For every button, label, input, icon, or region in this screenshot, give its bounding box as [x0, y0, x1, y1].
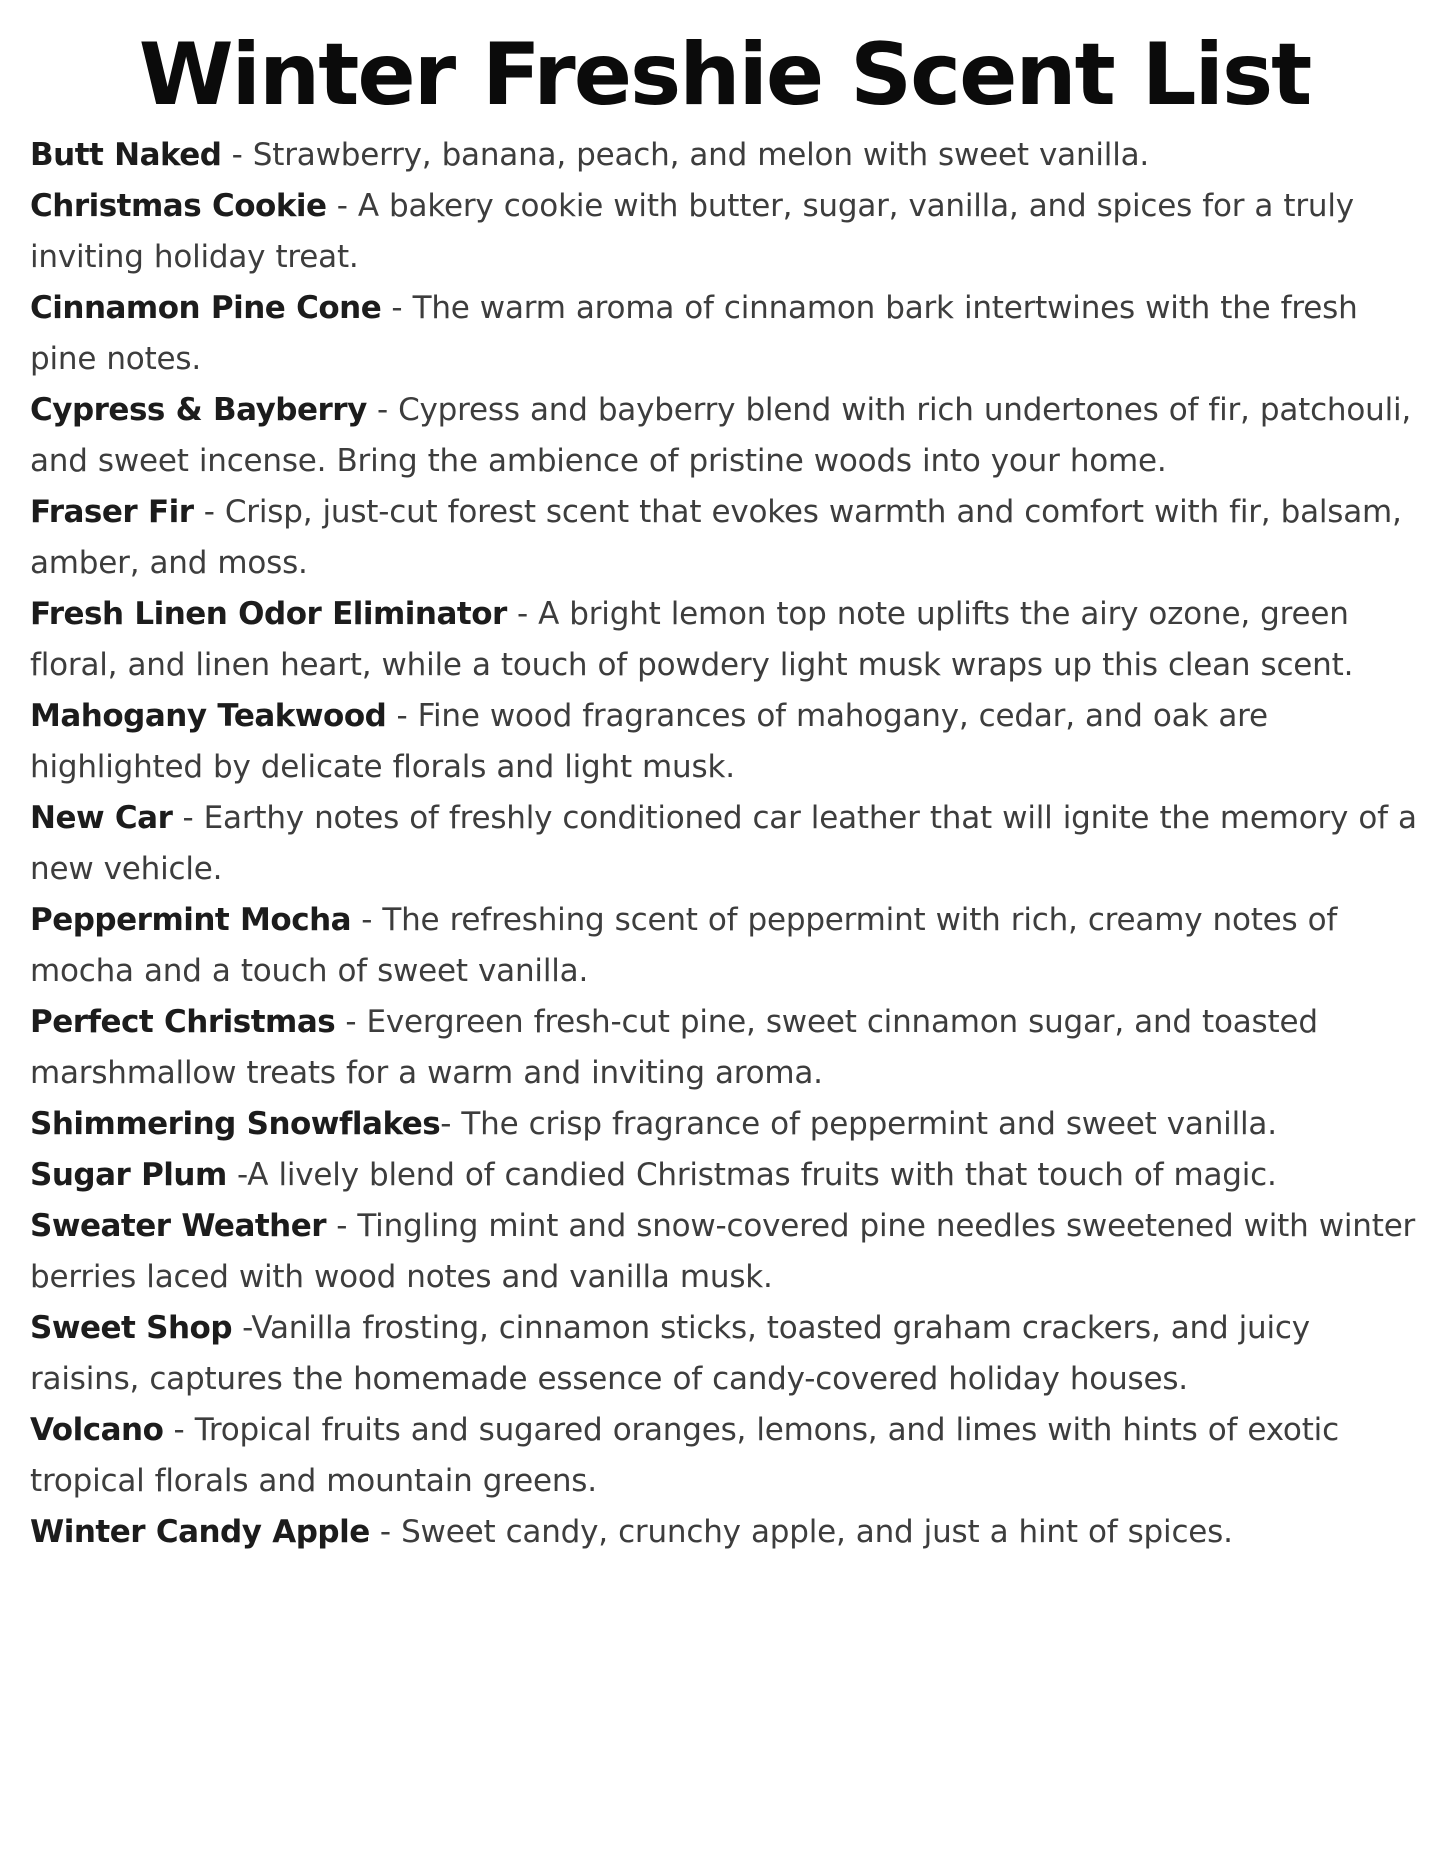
scent-separator: -: [221, 137, 253, 173]
scent-description: Earthy notes of freshly conditioned car leather that will ignite the memory of a new vehicle.: [30, 800, 1417, 887]
scent-entry: [30, 1507, 1419, 1558]
scent-separator: -: [232, 1310, 252, 1346]
scent-separator: -: [172, 800, 204, 836]
scent-separator: -: [351, 902, 383, 938]
scent-entry: [30, 283, 1419, 385]
scent-entry: [30, 1405, 1419, 1507]
scent-list: [30, 130, 1419, 1558]
scent-separator: -: [506, 596, 539, 632]
scent-name: Winter Candy Apple: [30, 1514, 370, 1550]
scent-entry: [30, 181, 1419, 283]
scent-name: Cypress & Bayberry: [30, 392, 367, 428]
scent-name: Sweater Weather: [30, 1208, 327, 1244]
scent-description: Cypress and bayberry blend with rich undertones of fir, patchouli, and sweet incense. Bring the ambience of pristine woods into your home.: [30, 392, 1412, 479]
scent-name: Fraser Fir: [30, 494, 194, 530]
scent-name: Shimmering Snowflakes: [30, 1106, 441, 1142]
scent-description: A bakery cookie with butter, sugar, vanilla, and spices for a truly inviting holiday treat.: [30, 188, 1354, 275]
scent-name: Fresh Linen Odor Eliminator: [30, 596, 507, 632]
scent-description: Evergreen fresh-cut pine, sweet cinnamon sugar, and toasted marshmallow treats for a warm and inviting aroma.: [30, 1004, 1318, 1091]
scent-entry: [30, 691, 1419, 793]
scent-entry: [30, 130, 1419, 181]
scent-name: Peppermint Mocha: [30, 902, 352, 938]
scent-separator: -: [326, 188, 358, 224]
scent-separator: -: [163, 1412, 195, 1448]
scent-separator: -: [369, 1514, 402, 1550]
scent-separator: -: [335, 1004, 367, 1040]
scent-entry: [30, 385, 1419, 487]
scent-description: Tingling mint and snow-covered pine needles sweetened with winter berries laced with wood notes and vanilla musk.: [30, 1208, 1416, 1295]
scent-name: Mahogany Teakwood: [30, 698, 387, 734]
scent-description: The crisp fragrance of peppermint and sweet vanilla.: [461, 1106, 1277, 1142]
scent-separator: -: [381, 290, 413, 326]
scent-separator: -: [440, 1106, 462, 1142]
scent-separator: -: [193, 494, 225, 530]
scent-description: Strawberry, banana, peach, and melon with sweet vanilla.: [252, 137, 1150, 173]
scent-description: Fine wood fragrances of mahogany, cedar, and oak are highlighted by delicate florals and light musk.: [30, 698, 1268, 785]
scent-description: Sweet candy, crunchy apple, and just a hint of spices.: [401, 1514, 1233, 1550]
scent-separator: -: [366, 392, 399, 428]
scent-description: Tropical fruits and sugared oranges, lemons, and limes with hints of exotic tropical florals and mountain greens.: [30, 1412, 1339, 1499]
scent-name: Volcano: [30, 1412, 164, 1448]
scent-entry: [30, 895, 1419, 997]
scent-name: Christmas Cookie: [30, 188, 327, 224]
scent-description: Vanilla frosting, cinnamon sticks, toasted graham crackers, and juicy raisins, captures the homemade essence of candy-covered holiday houses.: [30, 1310, 1310, 1397]
scent-separator: -: [226, 1157, 248, 1193]
scent-description: A lively blend of candied Christmas fruits with that touch of magic.: [247, 1157, 1277, 1193]
scent-entry: [30, 793, 1419, 895]
scent-entry: [30, 997, 1419, 1099]
scent-entry: [30, 589, 1419, 691]
scent-entry: [30, 1201, 1419, 1303]
scent-description: The warm aroma of cinnamon bark intertwines with the fresh pine notes.: [30, 290, 1358, 377]
scent-description: The refreshing scent of peppermint with rich, creamy notes of mocha and a touch of sweet vanilla.: [30, 902, 1338, 989]
scent-description: Crisp, just-cut forest scent that evokes warmth and comfort with fir, balsam, amber, and moss.: [30, 494, 1402, 581]
page-title: Winter Freshie Scent List: [138, 25, 1311, 125]
scent-entry: [30, 487, 1419, 589]
scent-entry: [30, 1150, 1419, 1201]
scent-separator: -: [326, 1208, 358, 1244]
scent-separator: -: [386, 698, 418, 734]
scent-name: Sweet Shop: [30, 1310, 233, 1346]
scent-entry: [30, 1099, 1419, 1150]
scent-name: Butt Naked: [30, 137, 222, 173]
scent-name: New Car: [30, 800, 173, 836]
scent-entry: [30, 1303, 1419, 1405]
scent-name: Perfect Christmas: [30, 1004, 336, 1040]
scent-name: Cinnamon Pine Cone: [30, 290, 382, 326]
scent-description: A bright lemon top note uplifts the airy ozone, green floral, and linen heart, while a touch of powdery light musk wraps up this clean scent.: [30, 596, 1354, 683]
scent-name: Sugar Plum: [30, 1157, 227, 1193]
